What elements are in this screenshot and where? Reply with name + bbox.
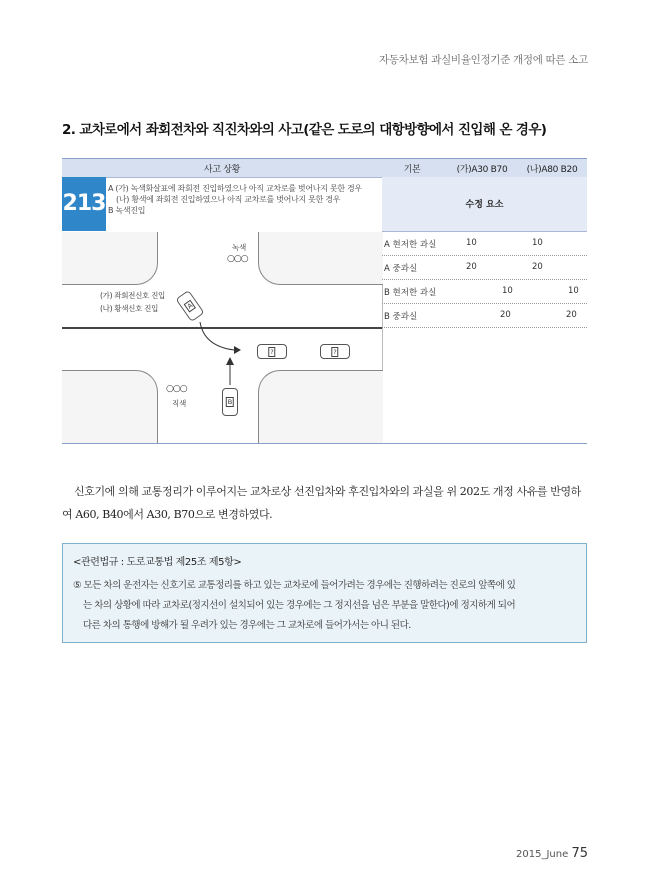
law-line-2: 는 차의 상황에 따라 교차로(정지선이 설치되어 있는 경우에는 그 정지선을 넘은 부분을 말한다)에 정지하게 되어 — [83, 600, 516, 611]
fix-row-value-a: 10 — [502, 286, 513, 296]
law-line-3: 다른 차의 통행에 방해가 될 우려가 있는 경우에는 그 교차로에 들어가서는 아니 된다. — [83, 620, 411, 631]
fix-row-label: B 현저한 과실 — [384, 288, 437, 298]
fix-row-value-b: 10 — [532, 238, 543, 248]
fix-row-value-b: 20 — [532, 262, 543, 272]
fix-row-value-a: 10 — [466, 238, 477, 248]
traffic-light-bottom: ○○○ — [166, 384, 187, 394]
fix-row-value-b: 10 — [568, 286, 579, 296]
law-title: <관련법규 : 도로교통법 제25조 제5항> — [73, 557, 242, 568]
green-light-label: 녹색 — [232, 243, 246, 252]
situation-text — [108, 183, 388, 216]
header-col-b: (나)A80 B20 — [526, 165, 578, 175]
header-base: 기본 — [403, 165, 421, 175]
yellow-label-1: (가) 좌회전신호 진입 — [100, 291, 165, 300]
fix-factor-label: 수정 요소 — [465, 200, 504, 210]
header-col-a: (가)A30 B70 — [456, 165, 508, 175]
situation-line-3: B 녹색진입 — [108, 206, 146, 215]
fix-row — [382, 256, 587, 280]
yellow-label-2: (나) 황색신호 진입 — [100, 304, 159, 313]
fix-row — [382, 304, 587, 328]
fix-row-value-a: 20 — [500, 310, 511, 320]
car-b-tag: B — [227, 398, 233, 406]
car-a-tag: A — [184, 299, 197, 312]
fix-factor-rows — [382, 232, 587, 328]
car-unknown-2 — [320, 344, 350, 359]
accident-diagram — [62, 232, 383, 442]
car-b — [222, 388, 238, 416]
fix-factor-cell — [382, 177, 587, 232]
fix-row — [382, 232, 587, 256]
road-corner-top-left — [62, 232, 158, 285]
situation-line-1: A (가) 녹색화살표에 좌회전 진입하였으나 아직 교차로를 벗어나지 못한 경우 — [108, 184, 362, 193]
related-law-box — [62, 543, 587, 643]
road-corner-bottom-left — [62, 370, 158, 443]
road-corner-bottom-right — [258, 370, 383, 443]
car-unknown-1-tag: ? — [270, 347, 274, 356]
fix-row-label: A 중과실 — [384, 264, 418, 274]
law-line-1: ⑤ 모든 차의 운전자는 신호기로 교통정리를 하고 있는 교차로에 들어가려는 경우에는 진행하려는 진로의 앞쪽에 있 — [73, 580, 516, 591]
page-number: 75 — [571, 846, 588, 861]
straight-arrow-icon — [224, 357, 236, 385]
straight-light-label: 직색 — [172, 399, 186, 408]
car-unknown-1 — [257, 344, 287, 359]
fix-row-label: B 중과실 — [384, 312, 418, 322]
fix-row — [382, 280, 587, 304]
section-title: 2. 교차로에서 좌회전차와 직진차와의 사고(같은 도로의 대항방향에서 진입해 온 경우) — [62, 122, 547, 138]
page-footer — [516, 846, 588, 861]
case-number: 213 — [62, 177, 106, 231]
footer-date: 2015_June — [516, 849, 569, 860]
fix-row-label: A 현저한 과실 — [384, 240, 437, 250]
case-table — [62, 158, 587, 444]
body-paragraph: 신호기에 의해 교통정리가 이루어지는 교차로상 선진입차와 후진입차와의 과실을 위 202도 개정 사유를 반영하여 A60, B40에서 A30, B70으로 변경하였다. — [62, 485, 581, 521]
turn-arrow-icon — [192, 322, 252, 362]
fix-row-value-b: 20 — [566, 310, 577, 320]
law-body — [73, 576, 578, 636]
header-situation: 사고 상황 — [203, 165, 241, 175]
car-a — [175, 290, 204, 322]
fix-row-value-a: 20 — [466, 262, 477, 272]
car-unknown-2-tag: ? — [333, 347, 337, 356]
road-corner-top-right — [258, 232, 383, 285]
running-header: 자동차보험 과실비율인정기준 개정에 따른 소고 — [378, 54, 588, 66]
situation-line-2: (나) 황색에 좌회전 진입하였으나 아직 교차로를 벗어나지 못한 경우 — [116, 195, 341, 204]
traffic-light-top: ○○○ — [227, 254, 248, 264]
case-table-header — [62, 159, 587, 178]
